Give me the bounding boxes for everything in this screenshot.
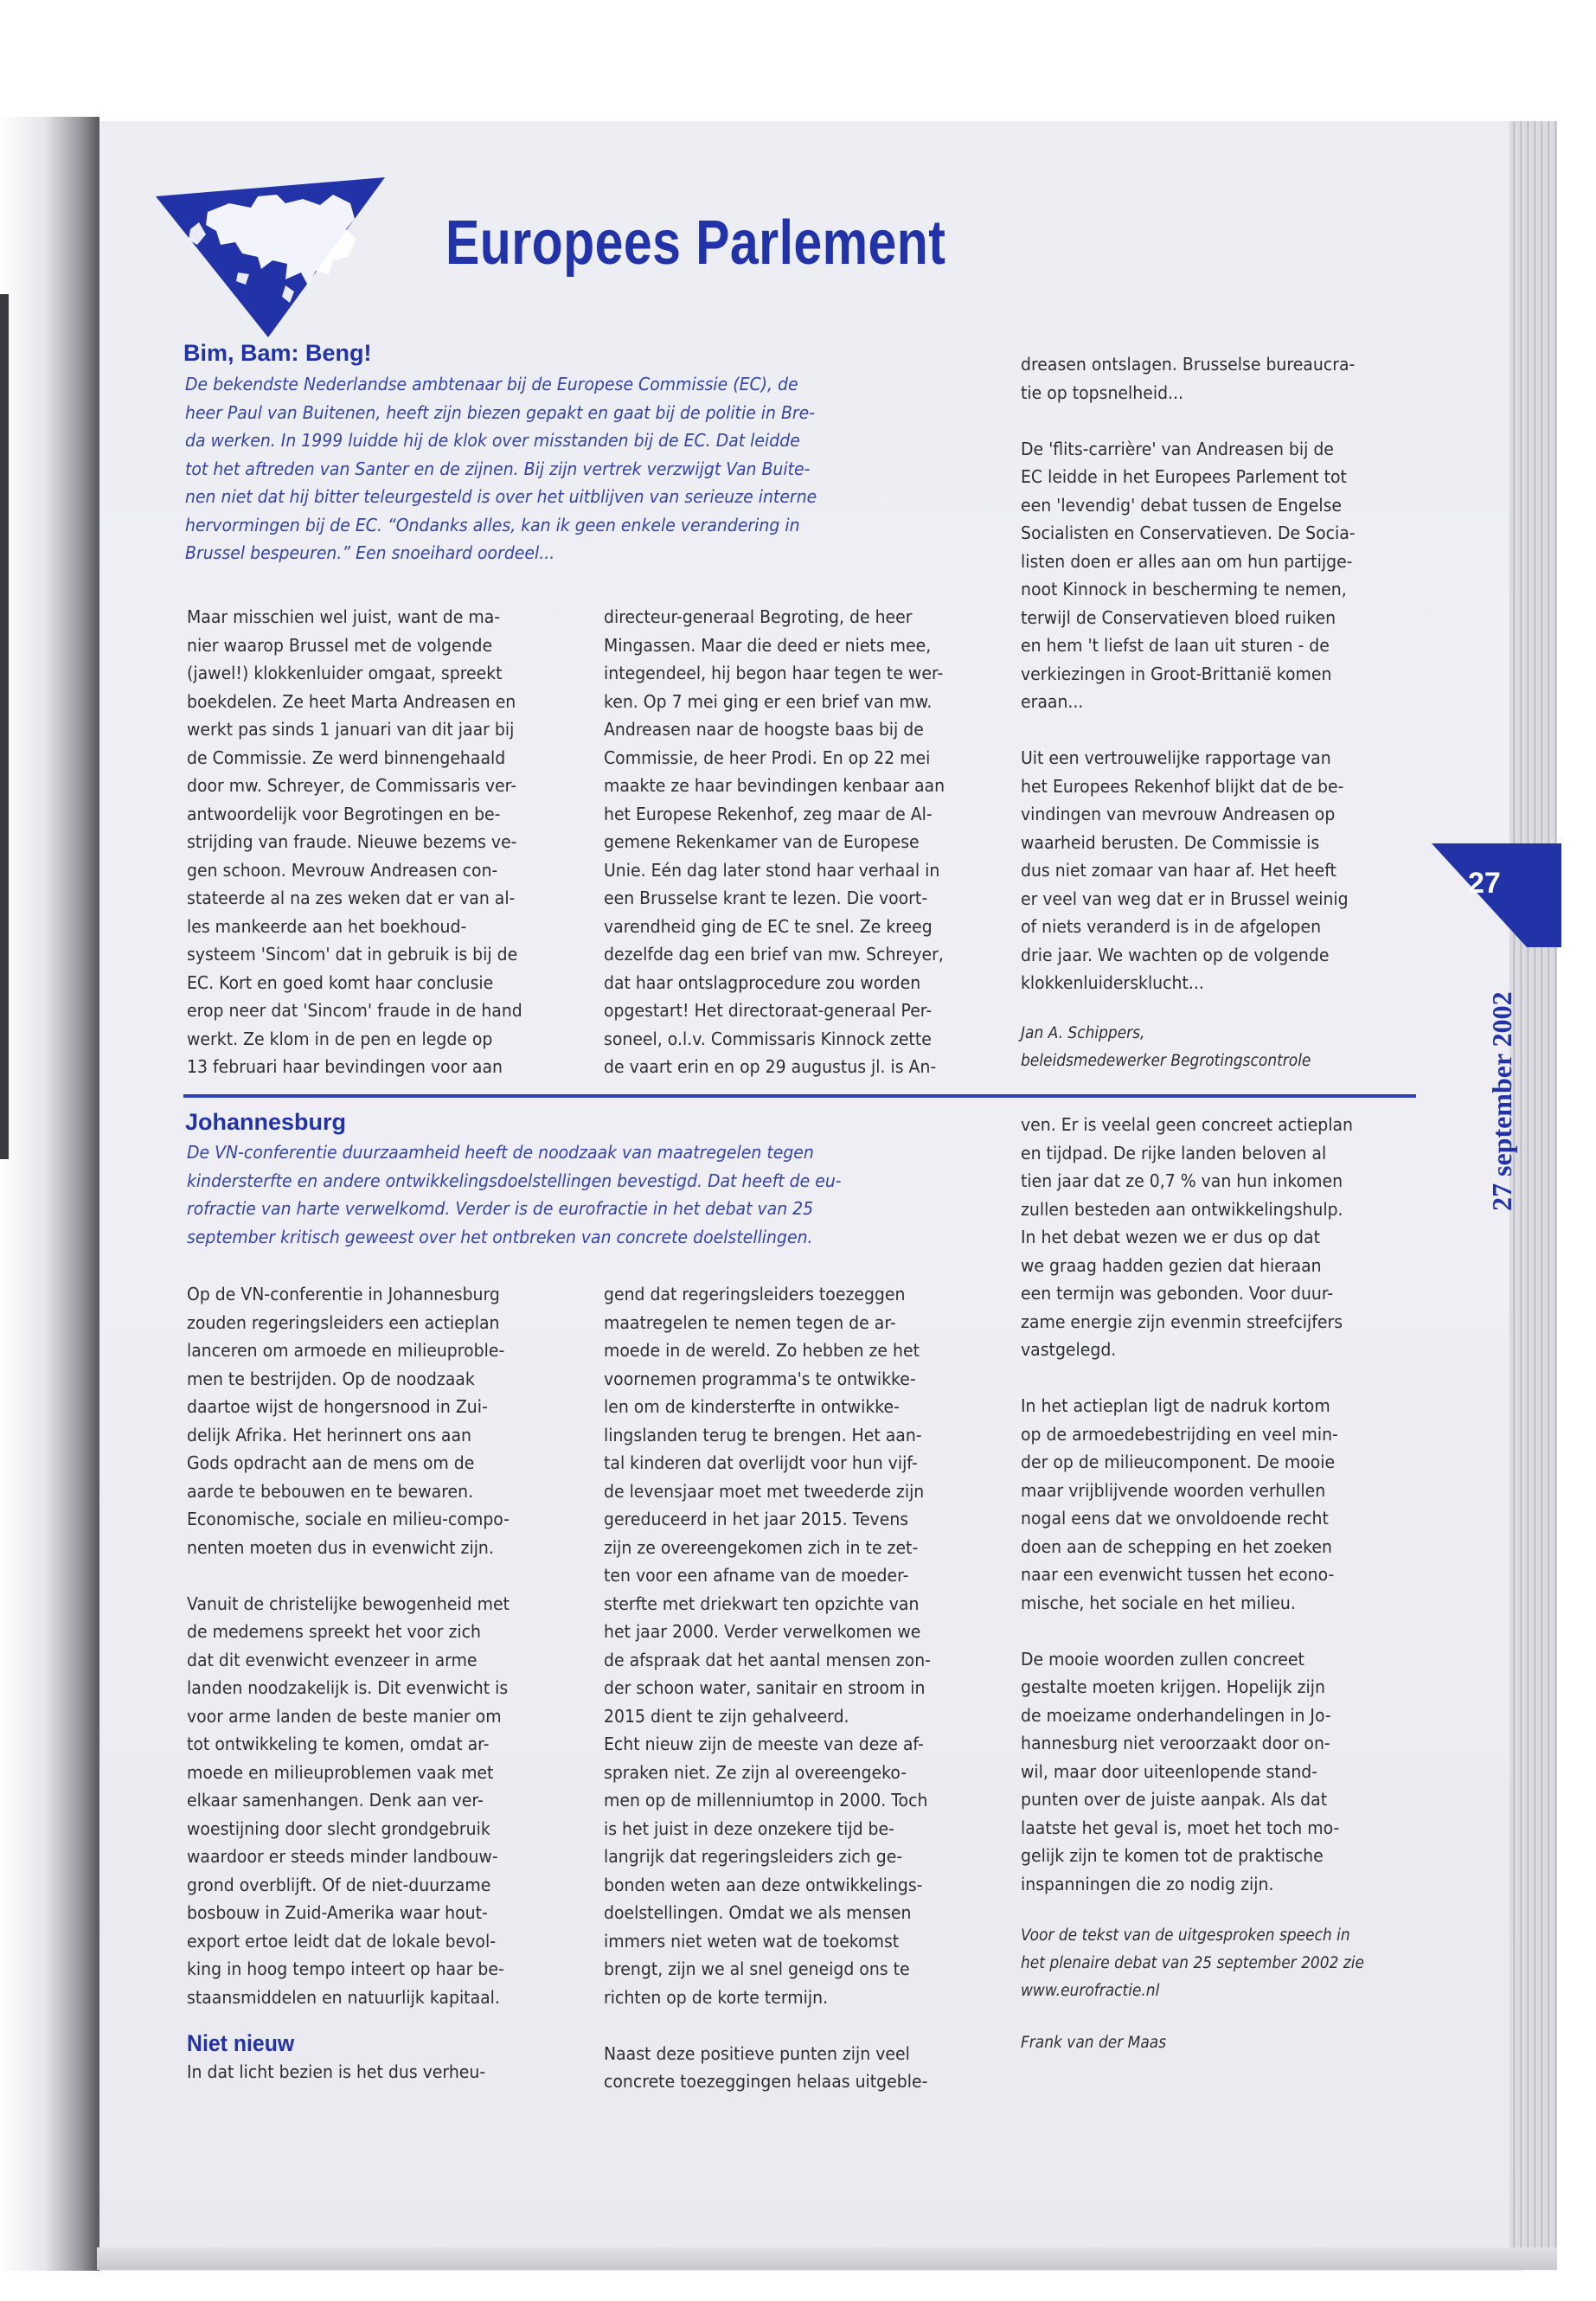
text-line: de Commissie. Ze werd binnengehaald: [187, 747, 506, 768]
text-line: Unie. Eén dag later stond haar verhaal in: [604, 859, 940, 881]
text-line: EC. Kort en goed komt haar conclusie: [187, 971, 494, 993]
text-line: aarde te bebouwen en te bewaren.: [187, 1480, 474, 1502]
article2-speech-note: [1021, 1922, 1364, 2005]
text-line: tien jaar dat ze 0,7 % van hun inkomen: [1021, 1170, 1343, 1191]
text-line: antwoordelijk voor Begrotingen en be-: [187, 803, 501, 824]
article2-lead: [187, 1138, 842, 1251]
article1-col3-paragraph-2: [1021, 435, 1356, 716]
text-line: rofractie van harte verwelkomd. Verder is de eurofractie in het debat van 25: [187, 1198, 814, 1219]
text-line: de afspraak dat het aantal mensen zon-: [604, 1649, 931, 1670]
text-line: Naast deze positieve punten zijn veel: [604, 2042, 910, 2064]
article2-col3-paragraph-2: [1021, 1392, 1364, 1617]
text-line: zame energie zijn evenmin streefcijfers: [1021, 1311, 1343, 1332]
text-line: EC leidde in het Europees Parlement tot: [1021, 466, 1347, 487]
text-line: gestalte moeten krijgen. Hopelijk zijn: [1021, 1676, 1325, 1697]
text-line: nenten moeten dus in evenwicht zijn.: [187, 1536, 494, 1558]
text-line: heer Paul van Buitenen, heeft zijn biezen gepakt en gaat bij de politie in Bre-: [185, 401, 816, 423]
text-line: soneel, o.l.v. Commissaris Kinnock zette: [604, 1028, 932, 1049]
text-line: voor arme landen de beste manier om: [187, 1705, 502, 1727]
text-line: verkiezingen in Groot-Brittanië komen: [1021, 663, 1332, 684]
text-line: export ertoe leidt dat de lokale bevol-: [187, 1930, 497, 1952]
text-line: ven. Er is veelal geen concreet actieplan: [1021, 1114, 1354, 1135]
text-line: werkt. Ze klom in de pen en legde op: [187, 1028, 493, 1049]
article2-col2-paragraph-1: [604, 1280, 931, 2011]
text-line: listen doen er alles aan om hun partijge-: [1021, 550, 1353, 572]
text-line: waarheid berusten. De Commissie is: [1021, 831, 1320, 853]
text-line: eraan...: [1021, 691, 1084, 712]
text-line: zijn ze overeengekomen zich in te zet-: [604, 1536, 919, 1558]
article2-column-1: [187, 1280, 510, 2086]
text-line: nogal eens dat we onvoldoende recht: [1021, 1508, 1329, 1529]
text-line: doen aan de schepping en het zoeken: [1021, 1535, 1332, 1557]
text-line: voornemen programma's te ontwikke-: [604, 1368, 916, 1389]
text-line: tal kinderen dat overlijdt voor hun vijf-: [604, 1452, 918, 1473]
text-line: der schoon water, sanitair en stroom in: [604, 1677, 926, 1698]
text-line: (jawel!) klokkenluider omgaat, spreekt: [187, 663, 503, 683]
text-line: Op de VN-conferentie in Johannesburg: [187, 1284, 500, 1304]
text-line: doelstellingen. Omdat we als mensen: [604, 1902, 912, 1923]
text-line: De mooie woorden zullen concreet: [1021, 1648, 1304, 1670]
article2-col1-paragraph-2: [187, 1590, 510, 2012]
article2-signature-name: Frank van der Maas: [1021, 2034, 1167, 2052]
article1-col3-paragraph-1: [1021, 350, 1356, 407]
text-line: het jaar 2000. Verder verwelkomen we: [604, 1621, 921, 1642]
text-line: dat dit evenwicht evenzeer in arme: [187, 1649, 478, 1670]
text-line: dus niet zomaar van haar af. Het heeft: [1021, 860, 1336, 881]
article2-heading: Johannesburg: [185, 1109, 347, 1135]
text-line: concrete toezeggingen helaas uitgeble-: [604, 2071, 928, 2092]
text-line: nier waarop Brussel met de volgende: [187, 634, 493, 656]
issue-date: 27 september 2002: [1486, 991, 1517, 1211]
text-line: Echt nieuw zijn de meeste van deze af-: [604, 1734, 924, 1754]
text-line: ken. Op 7 mei ging er een brief van mw.: [604, 690, 933, 712]
text-line: les mankeerde aan het boekhoud-: [187, 915, 467, 937]
binding-shadow: [0, 117, 99, 2271]
article1-column-3: [1021, 350, 1356, 1076]
text-line: In het debat wezen we er dus op dat: [1021, 1227, 1320, 1247]
text-line: maakte ze haar bevindingen kenbaar aan: [604, 775, 945, 796]
article1-signature-name: Jan A. Schippers,: [1021, 1023, 1145, 1042]
text-line: zullen besteden aan ontwikkelingshulp.: [1021, 1198, 1343, 1220]
text-line: varendheid ging de EC te snel. Ze kreeg: [604, 915, 933, 937]
text-line: opgestart! Het directoraat-generaal Per-: [604, 1000, 933, 1021]
text-line: een termijn was gebonden. Voor duur-: [1021, 1283, 1334, 1304]
text-line: hervormingen bij de EC. “Ondanks alles, kan ik geen enkele verandering in: [185, 514, 800, 535]
article2-col1-paragraph-1: [187, 1280, 510, 1561]
text-line: wil, maar door uiteenlopende stand-: [1021, 1760, 1318, 1782]
text-line: het Europese Rekenhof, zeg maar de Al-: [604, 803, 933, 824]
text-line: waardoor er steeds minder landbouw-: [187, 1846, 498, 1867]
text-line: hannesburg niet veroorzaakt door on-: [1021, 1733, 1330, 1753]
text-line: der op de milieucomponent. De mooie: [1021, 1452, 1336, 1472]
text-line: gelijk zijn te komen tot de praktische: [1021, 1845, 1324, 1866]
text-line: de medemens spreekt het voor zich: [187, 1621, 481, 1642]
text-line: Uit een vertrouwelijke rapportage van: [1021, 747, 1331, 768]
page-bottom-edge: [97, 2247, 1557, 2270]
text-line: gend dat regeringsleiders toezeggen: [604, 1284, 906, 1304]
text-line: richten op de korte termijn.: [604, 1986, 829, 2008]
text-line: dezelfde dag een brief van mw. Schreyer,: [604, 944, 944, 965]
text-line: Voor de tekst van de uitgesproken speech in: [1021, 1926, 1350, 1945]
text-line: de levensjaar moet met tweederde zijn: [604, 1480, 925, 1502]
text-line: dreasen ontslagen. Brusselse bureaucra-: [1021, 354, 1356, 375]
text-line: Andreasen naar de hoogste baas bij de: [604, 719, 924, 740]
text-line: punten over de juiste aanpak. Als dat: [1021, 1789, 1328, 1810]
text-line: tot het aftreden van Santer en de zijnen. Bij zijn vertrek verzwijgt Van Buite-: [185, 458, 811, 479]
text-line: naar een evenwicht tussen het econo-: [1021, 1564, 1335, 1585]
article1-lead: [185, 370, 817, 567]
text-line: De bekendste Nederlandse ambtenaar bij de Europese Commissie (EC), de: [185, 374, 798, 394]
page-title: Europees Parlement: [445, 208, 946, 278]
text-line: is het juist in deze onzekere tijd be-: [604, 1817, 894, 1839]
article1-column-2: [604, 603, 945, 1081]
europe-map-icon: [156, 177, 389, 337]
text-line: strijding van fraude. Nieuwe bezems ve-: [187, 831, 517, 852]
text-line: de vaart erin en op 29 augustus jl. is An-: [604, 1056, 937, 1077]
text-line: spraken niet. Ze zijn al overeengeko-: [604, 1761, 907, 1783]
text-line: gereduceerd in het jaar 2015. Tevens: [604, 1509, 909, 1529]
text-line: 13 februari haar bevindingen voor aan: [187, 1056, 503, 1077]
page-edge-dark: [0, 294, 9, 1159]
text-line: brengt, zijn we al snel geneigd ons te: [604, 1958, 910, 1979]
text-line: nen niet dat hij bitter teleurgesteld is over het uitblijven van serieuze interne: [185, 486, 817, 507]
text-line: systeem 'Sincom' dat in gebruik is bij de: [187, 944, 518, 965]
text-line: dat haar ontslagprocedure zou worden: [604, 971, 921, 993]
text-line: het Europees Rekenhof blijkt dat de be-: [1021, 775, 1344, 797]
text-line: moede in de wereld. Zo hebben ze het: [604, 1340, 920, 1361]
text-line: da werken. In 1999 luidde hij de klok over misstanden bij de EC. Dat leidde: [185, 430, 800, 451]
text-line: bonden weten aan deze ontwikkelings-: [604, 1874, 923, 1895]
article2-column-3: [1021, 1111, 1364, 2058]
text-line: vastgelegd.: [1021, 1339, 1117, 1360]
text-line: Maar misschien wel juist, want de ma-: [187, 606, 501, 627]
text-line: tot ontwikkeling te komen, omdat ar-: [187, 1734, 490, 1754]
text-line: Economische, sociale en milieu-compo-: [187, 1509, 510, 1529]
page-number: 27: [1468, 867, 1501, 900]
text-line: sterfte met driekwart ten opzichte van: [604, 1593, 920, 1614]
text-line: lanceren om armoede en milieuproble-: [187, 1340, 505, 1361]
text-line: gemene Rekenkamer van de Europese: [604, 831, 920, 852]
text-line: woestijning door slecht grondgebruik: [187, 1817, 490, 1839]
text-line: lingslanden terug te brengen. Het aan-: [604, 1424, 922, 1445]
text-line: men op de millenniumtop in 2000. Toch: [604, 1790, 928, 1811]
text-line: www.eurofractie.nl: [1021, 1982, 1160, 2000]
text-line: Brussel bespeuren.” Een snoeihard oordeel...: [185, 542, 555, 563]
article2-column-2: [604, 1280, 931, 2096]
text-line: september kritisch geweest over het ontbreken van concrete doelstellingen.: [187, 1226, 813, 1247]
text-line: staansmiddelen en natuurlijk kapitaal.: [187, 1986, 500, 2008]
text-line: len om de kindersterfte in ontwikke-: [604, 1396, 900, 1417]
text-line: terwijl de Conservatieven bloed ruiken: [1021, 606, 1336, 628]
text-line: we graag hadden gezien dat hieraan: [1021, 1254, 1322, 1276]
text-line: maar vrijblijvende woorden verhullen: [1021, 1479, 1326, 1501]
text-line: boekdelen. Ze heet Marta Andreasen en: [187, 690, 516, 712]
text-line: De 'flits-carrière' van Andreasen bij de: [1021, 438, 1334, 459]
text-line: de moeizame onderhandelingen in Jo-: [1021, 1704, 1331, 1726]
text-line: klokkenluidersklucht...: [1021, 972, 1204, 993]
text-line: maatregelen te nemen tegen de ar-: [604, 1311, 896, 1333]
text-line: een Brusselse krant te lezen. Die voort-: [604, 888, 928, 908]
text-line: of niets veranderd is in de afgelopen: [1021, 916, 1322, 937]
text-line: Commissie, de heer Prodi. En op 22 mei: [604, 747, 931, 768]
text-line: kindersterfte en andere ontwikkelingsdoelstellingen bevestigd. Dat heeft de eu-: [187, 1170, 842, 1191]
text-line: Gods opdracht aan de mens om de: [187, 1452, 475, 1473]
text-line: langrijk dat regeringsleiders zich ge-: [604, 1846, 903, 1867]
text-line: daartoe wijst de hongersnood in Zui-: [187, 1396, 488, 1417]
text-line: moede en milieuproblemen vaak met: [187, 1761, 494, 1783]
text-line: door mw. Schreyer, de Commissaris ver-: [187, 775, 517, 796]
text-line: stateerde al na zes weken dat er van al-: [187, 888, 516, 908]
text-line: een 'levendig' debat tussen de Engelse: [1021, 494, 1343, 516]
text-line: noot Kinnock in bescherming te nemen,: [1021, 579, 1347, 599]
text-line: en hem 't liefst de laan uit sturen - de: [1021, 635, 1330, 656]
text-line: laatste het geval is, moet het toch mo-: [1021, 1817, 1340, 1838]
text-line: drie jaar. We wachten op de volgende: [1021, 944, 1330, 965]
text-line: gen schoon. Mevrouw Andreasen con-: [187, 859, 498, 881]
article2-subheading: Niet nieuw: [187, 2030, 295, 2056]
text-line: inspanningen die zo nodig zijn.: [1021, 1873, 1274, 1894]
text-line: vindingen van mevrouw Andreasen op: [1021, 804, 1336, 824]
text-line: delijk Afrika. Het herinnert ons aan: [187, 1424, 471, 1445]
text-line: landen noodzakelijk is. Dit evenwicht is: [187, 1677, 509, 1698]
article1-signature-role: beleidsmedewerker Begrotingscontrole: [1021, 1052, 1311, 1070]
text-line: ten voor een afname van de moeder-: [604, 1565, 909, 1586]
text-line: zouden regeringsleiders een actieplan: [187, 1311, 500, 1333]
article1-heading: Bim, Bam: Beng!: [183, 340, 372, 366]
text-line: In dat licht bezien is het dus verheu-: [187, 2061, 486, 2082]
text-line: 2015 dient te zijn gehalveerd.: [604, 1705, 849, 1727]
text-line: king in hoog tempo inteert op haar be-: [187, 1958, 504, 1979]
text-line: grond overblijft. Of de niet-duurzame: [187, 1874, 491, 1895]
text-line: Mingassen. Maar die deed er niets mee,: [604, 634, 932, 656]
text-line: Vanuit de christelijke bewogenheid met: [187, 1593, 510, 1614]
text-line: bosbouw in Zuid-Amerika waar hout-: [187, 1902, 488, 1923]
text-line: erop neer dat 'Sincom' fraude in de hand: [187, 1000, 522, 1021]
text-line: men te bestrijden. Op de noodzaak: [187, 1368, 475, 1389]
text-line: en tijdpad. De rijke landen beloven al: [1021, 1142, 1327, 1163]
text-line: Socialisten en Conservatieven. De Socia-: [1021, 522, 1356, 543]
text-line: mische, het sociale en het milieu.: [1021, 1592, 1296, 1613]
article2-col1-paragraph-3: [187, 2058, 510, 2086]
text-line: De VN-conferentie duurzaamheid heeft de noodzaak van maatregelen tegen: [187, 1142, 814, 1163]
article1-col3-paragraph-3: [1021, 744, 1356, 997]
article2-col3-paragraph-1: [1021, 1111, 1364, 1364]
text-line: er veel van weg dat er in Brussel weinig: [1021, 888, 1349, 909]
text-line: directeur-generaal Begroting, de heer: [604, 606, 913, 627]
article2-col3-paragraph-3: [1021, 1645, 1364, 1899]
text-line: integendeel, hij begon haar tegen te wer-: [604, 663, 944, 683]
article2-col2-paragraph-2: [604, 2040, 931, 2096]
text-line: elkaar samenhangen. Denk aan ver-: [187, 1790, 484, 1811]
article1-column-1: [187, 603, 522, 1081]
text-line: werkt pas sinds 1 januari van dit jaar bij: [187, 719, 515, 740]
text-line: tie op topsnelheid...: [1021, 381, 1184, 403]
text-line: op de armoedebestrijding en veel min-: [1021, 1423, 1338, 1445]
article-divider: [183, 1094, 1416, 1098]
text-line: In het actieplan ligt de nadruk kortom: [1021, 1395, 1330, 1416]
text-line: het plenaire debat van 25 september 2002 zie: [1021, 1954, 1364, 1972]
text-line: immers niet weten wat de toekomst: [604, 1930, 900, 1952]
